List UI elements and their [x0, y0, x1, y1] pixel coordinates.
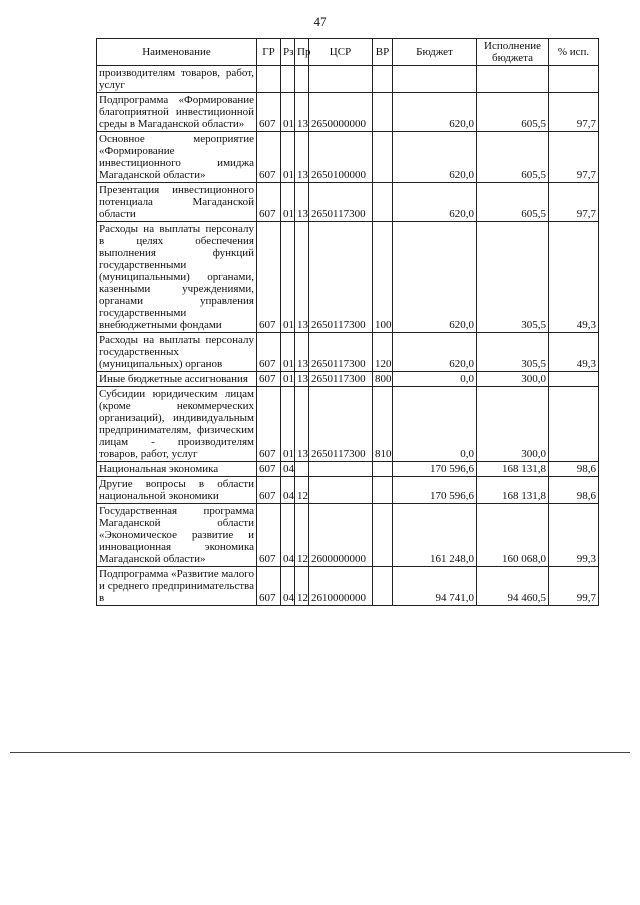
- row-percent: 97,7: [549, 132, 599, 183]
- header-vr: ВР: [373, 39, 393, 66]
- row-pr: 13: [295, 387, 309, 462]
- row-pr: 13: [295, 183, 309, 222]
- row-rz: 04: [281, 462, 295, 477]
- table-row: [97, 372, 599, 387]
- row-name: Расходы на выплаты персоналу в целях обеспечения выполнения функций государственными (муниципальными) органами, казенными учреждениями, органами управления государственными внебюджетными фондами: [97, 222, 257, 333]
- header-csr: ЦСР: [309, 39, 373, 66]
- header-rz: Рз: [281, 39, 295, 66]
- row-vr: [373, 462, 393, 477]
- row-execution: 605,5: [477, 93, 549, 132]
- footer-divider: [10, 752, 630, 753]
- row-execution: 300,0: [477, 372, 549, 387]
- row-rz: 01: [281, 372, 295, 387]
- row-budget: 620,0: [393, 183, 477, 222]
- row-pr: 12: [295, 567, 309, 606]
- row-percent: 97,7: [549, 93, 599, 132]
- page-number: 47: [313, 14, 327, 29]
- row-csr: 2600000000: [309, 504, 373, 567]
- row-percent: 98,6: [549, 462, 599, 477]
- row-rz: 01: [281, 93, 295, 132]
- row-budget: 0,0: [393, 387, 477, 462]
- table-row: [97, 504, 599, 567]
- row-name: Подпрограмма «Формирование благоприятной инвестиционной среды в Магаданской области»: [97, 93, 257, 132]
- row-rz: 01: [281, 183, 295, 222]
- row-budget: 94 741,0: [393, 567, 477, 606]
- row-execution: 605,5: [477, 183, 549, 222]
- row-name: Основное мероприятие «Формирование инвестиционного имиджа Магаданской области»: [97, 132, 257, 183]
- row-vr: [373, 66, 393, 93]
- row-gr: 607: [257, 333, 281, 372]
- row-budget: 620,0: [393, 132, 477, 183]
- row-gr: 607: [257, 93, 281, 132]
- row-csr: 2650117300: [309, 372, 373, 387]
- row-percent: [549, 387, 599, 462]
- row-csr: [309, 66, 373, 93]
- row-percent: 99,7: [549, 567, 599, 606]
- row-csr: 2650117300: [309, 183, 373, 222]
- table-header-row: [97, 39, 599, 66]
- table-row: [97, 183, 599, 222]
- table-row: [97, 462, 599, 477]
- row-execution: [477, 66, 549, 93]
- table-row: [97, 387, 599, 462]
- row-gr: 607: [257, 222, 281, 333]
- row-vr: 100: [373, 222, 393, 333]
- row-budget: 170 596,6: [393, 462, 477, 477]
- row-execution: 94 460,5: [477, 567, 549, 606]
- header-name: Наименование: [97, 39, 257, 66]
- row-vr: [373, 504, 393, 567]
- row-budget: 170 596,6: [393, 477, 477, 504]
- header-gr: ГР: [257, 39, 281, 66]
- row-vr: [373, 183, 393, 222]
- row-gr: 607: [257, 504, 281, 567]
- row-name: Расходы на выплаты персоналу государственных (муниципальных) органов: [97, 333, 257, 372]
- row-csr: [309, 477, 373, 504]
- row-rz: 01: [281, 222, 295, 333]
- row-pr: 13: [295, 372, 309, 387]
- row-name: Презентация инвестиционного потенциала Магаданской области: [97, 183, 257, 222]
- table-row: [97, 93, 599, 132]
- header-budget: Бюджет: [393, 39, 477, 66]
- row-budget: 0,0: [393, 372, 477, 387]
- row-csr: 2650100000: [309, 132, 373, 183]
- row-name: Иные бюджетные ассигнования: [97, 372, 257, 387]
- row-name: Субсидии юридическим лицам (кроме некоммерческих организаций), индивидуальным предпринимателям, физическим лицам - производителям товаров, работ, услуг: [97, 387, 257, 462]
- row-vr: 810: [373, 387, 393, 462]
- row-name: Национальная экономика: [97, 462, 257, 477]
- table-row: [97, 333, 599, 372]
- table-row: [97, 66, 599, 93]
- row-pr: [295, 462, 309, 477]
- row-rz: 04: [281, 477, 295, 504]
- row-percent: 98,6: [549, 477, 599, 504]
- row-name: производителям товаров, работ, услуг: [97, 66, 257, 93]
- budget-table: [96, 38, 599, 606]
- row-name: Государственная программа Магаданской области «Экономическое развитие и инновационная экономика Магаданской области»: [97, 504, 257, 567]
- row-gr: 607: [257, 132, 281, 183]
- row-execution: 305,5: [477, 222, 549, 333]
- header-percent: % исп.: [549, 39, 599, 66]
- row-name: Подпрограмма «Развитие малого и среднего предпринимательства в: [97, 567, 257, 606]
- row-vr: 120: [373, 333, 393, 372]
- row-pr: [295, 66, 309, 93]
- row-vr: [373, 132, 393, 183]
- row-execution: 168 131,8: [477, 477, 549, 504]
- row-percent: 49,3: [549, 222, 599, 333]
- row-percent: 97,7: [549, 183, 599, 222]
- row-gr: [257, 66, 281, 93]
- row-vr: [373, 93, 393, 132]
- row-gr: 607: [257, 567, 281, 606]
- row-percent: 49,3: [549, 333, 599, 372]
- row-percent: 99,3: [549, 504, 599, 567]
- row-vr: [373, 477, 393, 504]
- row-execution: 160 068,0: [477, 504, 549, 567]
- row-execution: 300,0: [477, 387, 549, 462]
- row-rz: 04: [281, 567, 295, 606]
- row-gr: 607: [257, 183, 281, 222]
- table-row: [97, 222, 599, 333]
- row-rz: 01: [281, 387, 295, 462]
- row-rz: 04: [281, 504, 295, 567]
- row-csr: 2650117300: [309, 222, 373, 333]
- row-pr: 13: [295, 222, 309, 333]
- row-gr: 607: [257, 387, 281, 462]
- row-vr: 800: [373, 372, 393, 387]
- row-pr: 13: [295, 132, 309, 183]
- row-percent: [549, 66, 599, 93]
- row-rz: 01: [281, 132, 295, 183]
- row-vr: [373, 567, 393, 606]
- row-gr: 607: [257, 372, 281, 387]
- table-row: [97, 477, 599, 504]
- row-execution: 168 131,8: [477, 462, 549, 477]
- row-budget: 620,0: [393, 222, 477, 333]
- row-execution: 305,5: [477, 333, 549, 372]
- row-pr: 12: [295, 504, 309, 567]
- row-percent: [549, 372, 599, 387]
- row-csr: 2650117300: [309, 387, 373, 462]
- row-budget: 620,0: [393, 333, 477, 372]
- row-name: Другие вопросы в области национальной экономики: [97, 477, 257, 504]
- row-gr: 607: [257, 477, 281, 504]
- row-pr: 13: [295, 333, 309, 372]
- table-row: [97, 567, 599, 606]
- row-csr: 2650000000: [309, 93, 373, 132]
- row-csr: [309, 462, 373, 477]
- row-budget: 620,0: [393, 93, 477, 132]
- row-rz: [281, 66, 295, 93]
- row-csr: 2650117300: [309, 333, 373, 372]
- row-execution: 605,5: [477, 132, 549, 183]
- row-pr: 13: [295, 93, 309, 132]
- table-row: [97, 132, 599, 183]
- row-rz: 01: [281, 333, 295, 372]
- header-pr: Пр: [295, 39, 309, 66]
- row-gr: 607: [257, 462, 281, 477]
- row-csr: 2610000000: [309, 567, 373, 606]
- header-execution: Исполнение бюджета: [477, 39, 549, 66]
- row-budget: 161 248,0: [393, 504, 477, 567]
- row-pr: 12: [295, 477, 309, 504]
- row-budget: [393, 66, 477, 93]
